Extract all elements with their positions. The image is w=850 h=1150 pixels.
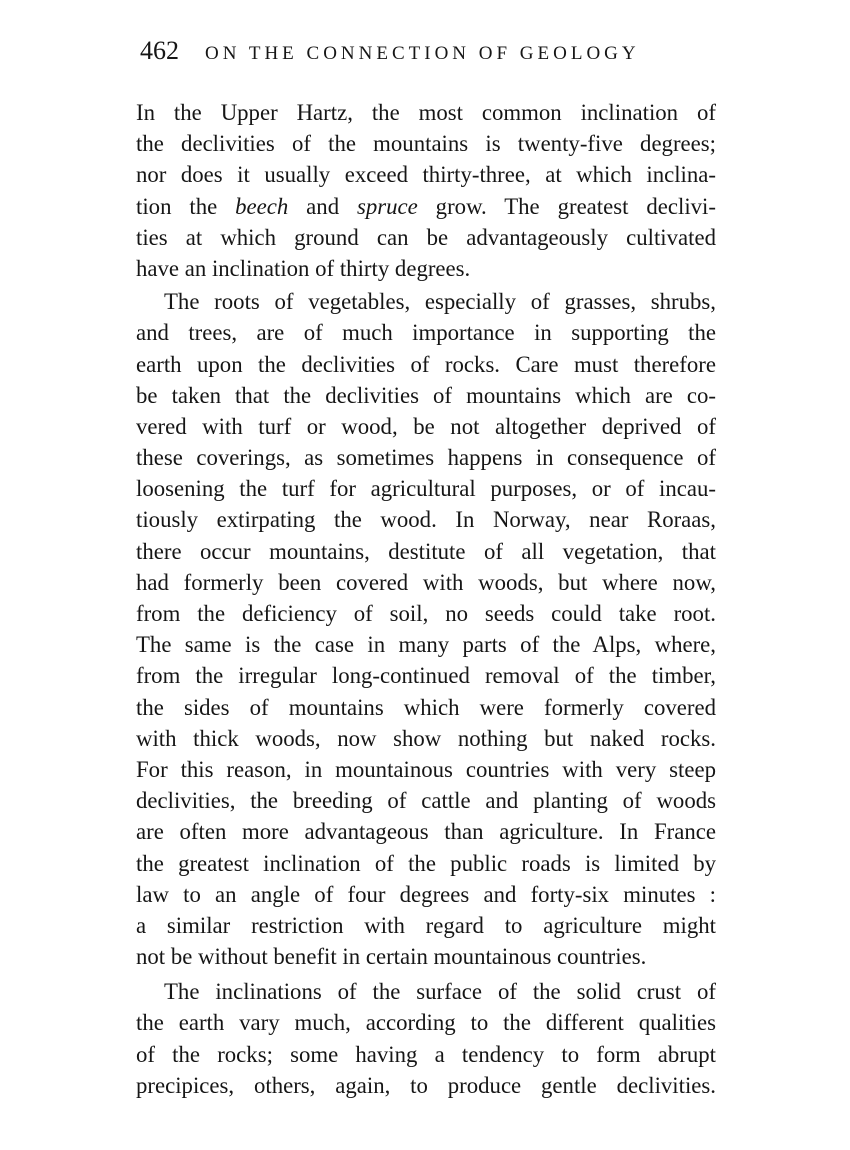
text-line: of the rocks; some having a tendency to form abrupt <box>136 1041 716 1067</box>
text-line: there occur mountains, destitute of all vegetation, that <box>136 538 716 564</box>
running-title: ON THE CONNECTION OF GEOLOGY <box>205 43 640 64</box>
text-line: the earth vary much, according to the different qualities <box>136 1010 716 1036</box>
text-line: these coverings, as sometimes happens in consequence of <box>136 445 716 471</box>
text-line: The roots of vegetables, especially of grasses, shrubs, <box>164 289 716 315</box>
body-text <box>136 97 716 1101</box>
paragraph-2 <box>136 286 716 972</box>
text-line: The inclinations of the surface of the solid crust of <box>164 979 716 1005</box>
page-number: 462 <box>140 36 179 65</box>
text-line: vered with turf or wood, be not altogether deprived of <box>136 413 716 439</box>
text-line: have an inclination of thirty degrees. <box>136 255 471 281</box>
text-line: tion the beech and spruce grow. The greatest declivi- <box>136 193 716 219</box>
text-line: In the Upper Hartz, the most common inclination of <box>136 100 716 125</box>
text-line: ties at which ground can be advantageously cultivated <box>136 224 716 250</box>
text-line: are often more advantageous than agriculture. In France <box>136 819 716 845</box>
paragraph-1 <box>136 97 716 284</box>
text-line: nor does it usually exceed thirty-three, at which inclina- <box>136 162 716 188</box>
text-line: not be without benefit in certain mountainous countries. <box>136 944 647 970</box>
text-line: had formerly been covered with woods, but where now, <box>136 569 716 595</box>
paragraph-3 <box>136 976 716 1101</box>
text-line: declivities, the breeding of cattle and planting of woods <box>136 788 716 814</box>
text-line: the greatest inclination of the public roads is limited by <box>136 850 716 876</box>
text-line: precipices, others, again, to produce gentle declivities. <box>136 1072 716 1098</box>
text-line: the declivities of the mountains is twenty-five degrees; <box>136 131 716 157</box>
text-line: from the deficiency of soil, no seeds could take root. <box>136 601 716 626</box>
text-line: The same is the case in many parts of the Alps, where, <box>136 632 716 658</box>
text-line: For this reason, in mountainous countries with very steep <box>136 756 716 782</box>
text-line: the sides of mountains which were formerly covered <box>136 694 716 720</box>
text-line: law to an angle of four degrees and forty-six minutes : <box>136 881 716 907</box>
running-head <box>140 36 720 70</box>
text-line: loosening the turf for agricultural purposes, or of incau- <box>136 476 716 502</box>
text-line: with thick woods, now show nothing but naked rocks. <box>136 725 716 751</box>
text-line: tiously extirpating the wood. In Norway, near Roraas, <box>136 507 716 533</box>
text-line: earth upon the declivities of rocks. Care must therefore <box>136 351 716 377</box>
text-line: from the irregular long-continued removal of the timber, <box>136 663 716 689</box>
text-line: a similar restriction with regard to agriculture might <box>136 912 716 938</box>
text-line: be taken that the declivities of mountains which are co- <box>136 382 716 408</box>
text-line: and trees, are of much importance in supporting the <box>136 320 716 346</box>
